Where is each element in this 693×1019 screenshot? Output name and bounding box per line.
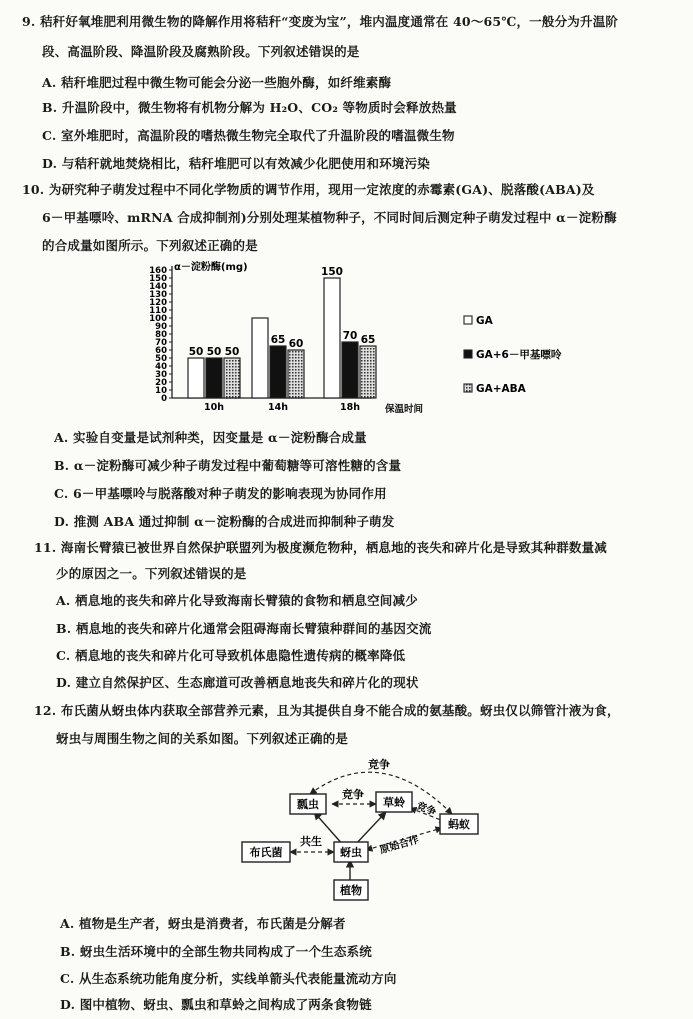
node-plant-label: 植物 bbox=[340, 884, 362, 897]
node-ant bbox=[440, 814, 478, 834]
bar-2-2 bbox=[360, 346, 376, 398]
amylase-bar-chart bbox=[130, 258, 562, 420]
bar-0-1 bbox=[206, 358, 222, 398]
node-ladybug-label: 瓢虫 bbox=[297, 798, 319, 811]
q11-option-c: C. 栖息地的丧失和碎片化可导致机体患隐性遗传病的概率降低 bbox=[56, 648, 406, 663]
node-lacewing-label: 草蛉 bbox=[383, 796, 405, 809]
chart-y-tick-label: 150 bbox=[149, 274, 167, 284]
q9-stem-line2: 段、高温阶段、降温阶段及腐熟阶段。下列叙述错误的是 bbox=[42, 44, 360, 59]
chart-y-tick-label: 20 bbox=[155, 378, 167, 388]
chart-y-tick-label: 10 bbox=[155, 386, 167, 396]
chart-y-tick-label: 30 bbox=[155, 370, 167, 380]
node-bacteria bbox=[242, 842, 290, 862]
bar-value-label: 65 bbox=[270, 334, 286, 346]
q11-option-d: D. 建立自然保护区、生态廊道可改善栖息地丧失和碎片化的现状 bbox=[56, 675, 419, 690]
q12-stem-line1: 12. 布氏菌从蚜虫体内获取全部营养元素，且为其提供自身不能合成的氨基酸。蚜虫仅以筛管汁液为食， bbox=[34, 703, 620, 718]
q10-option-b: B. α－淀粉酶可减少种子萌发过程中葡萄糖等可溶性糖的含量 bbox=[54, 458, 402, 473]
aphid-to-lacewing-arrow bbox=[354, 812, 386, 846]
q9-option-d: D. 与秸秆就地焚烧相比，秸秆堆肥可以有效减少化肥使用和环境污染 bbox=[42, 156, 430, 171]
chart-y-tick-label: 60 bbox=[155, 346, 167, 356]
chart-y-tick-label: 120 bbox=[149, 298, 167, 308]
bar-value-label: 50 bbox=[206, 346, 222, 358]
q9-option-b: B. 升温阶段中，微生物将有机物分解为 H₂O、CO₂ 等物质时会释放热量 bbox=[42, 100, 457, 115]
legend-label-2: GA+ABA bbox=[476, 383, 526, 395]
q12-option-d: D. 图中植物、蚜虫、瓢虫和草蛉之间构成了两条食物链 bbox=[60, 997, 372, 1012]
protocoop-label: 原始合作 bbox=[378, 834, 421, 857]
q10-option-d: D. 推测 ABA 通过抑制 α－淀粉酶的合成进而抑制种子萌发 bbox=[54, 514, 395, 529]
q10-option-a: A. 实验自变量是试剂种类，因变量是 α－淀粉酶合成量 bbox=[54, 430, 367, 445]
q12-option-a: A. 植物是生产者，蚜虫是消费者，布氏菌是分解者 bbox=[60, 916, 346, 931]
chart-y-tick-label: 50 bbox=[155, 354, 167, 364]
legend-swatch-1 bbox=[464, 350, 472, 358]
q11-option-b: B. 栖息地的丧失和碎片化通常会阻碍海南长臂猿种群间的基因交流 bbox=[56, 621, 432, 636]
compete-top-label: 竞争 bbox=[368, 758, 390, 771]
bar-value-label: 60 bbox=[288, 338, 304, 350]
bar-1-2 bbox=[288, 350, 304, 398]
q10-option-c: C. 6－甲基嘌呤与脱落酸对种子萌发的影响表现为协同作用 bbox=[54, 486, 387, 501]
chart-y-tick-label: 130 bbox=[149, 290, 167, 300]
q9-option-a: A. 秸秆堆肥过程中微生物可能会分泌一些胞外酶，如纤维素酶 bbox=[42, 75, 392, 90]
node-lacewing bbox=[376, 792, 412, 812]
chart-category-label: 18h bbox=[340, 402, 360, 413]
chart-y-tick-label: 160 bbox=[149, 266, 167, 276]
chart-y-tick-label: 110 bbox=[149, 306, 167, 316]
q9-option-c: C. 室外堆肥时，高温阶段的嗜热微生物完全取代了升温阶段的嗜温微生物 bbox=[42, 128, 455, 143]
chart-category-label: 14h bbox=[268, 402, 288, 413]
bar-value-label: 70 bbox=[342, 330, 358, 342]
bar-0-0 bbox=[188, 358, 204, 398]
bar-value-label: 50 bbox=[188, 346, 204, 358]
node-bacteria-label: 布氏菌 bbox=[249, 846, 283, 859]
node-aphid bbox=[334, 842, 368, 862]
bar-value-label: 150 bbox=[321, 266, 343, 278]
node-plant bbox=[334, 880, 368, 900]
legend-label-0: GA bbox=[476, 315, 493, 327]
q10-stem-line1: 10. 为研究种子萌发过程中不同化学物质的调节作用，现用一定浓度的赤霉素(GA)、脱落酸(ABA)及 bbox=[22, 182, 595, 197]
chart-category-label: 10h bbox=[204, 402, 224, 413]
node-aphid-label: 蚜虫 bbox=[340, 846, 362, 859]
chart-y-tick-label: 0 bbox=[161, 394, 167, 404]
chart-y-tick-label: 100 bbox=[149, 314, 167, 324]
symbiosis-label: 共生 bbox=[300, 835, 322, 848]
q12-option-c: C. 从生态系统功能角度分析，实线单箭头代表能量流动方向 bbox=[60, 971, 397, 986]
q11-option-a: A. 栖息地的丧失和碎片化导致海南长臂猿的食物和栖息空间减少 bbox=[56, 593, 418, 608]
bar-value-label: 65 bbox=[360, 334, 376, 346]
bar-2-1 bbox=[342, 342, 358, 398]
q12-option-b: B. 蚜虫生活环境中的全部生物共同构成了一个生态系统 bbox=[60, 944, 372, 959]
node-ladybug bbox=[290, 794, 326, 814]
chart-y-tick-label: 80 bbox=[155, 330, 167, 340]
bar-1-1 bbox=[270, 346, 286, 398]
q11-stem-line1: 11. 海南长臂猿已被世界自然保护联盟列为极度濒危物种，栖息地的丧失和碎片化是导致其种群数量减 bbox=[34, 540, 608, 555]
q10-stem-line3: 的合成量如图所示。下列叙述正确的是 bbox=[42, 238, 258, 253]
aphid-relationship-diagram bbox=[230, 752, 490, 908]
bar-0-2 bbox=[224, 358, 240, 398]
bar-1-0 bbox=[252, 318, 268, 398]
bar-value-label: 50 bbox=[224, 346, 240, 358]
legend-swatch-2 bbox=[464, 384, 472, 392]
chart-ylabel: α－淀粉酶(mg) bbox=[174, 262, 248, 273]
chart-xlabel: 保温时间 bbox=[385, 404, 424, 415]
legend-label-1: GA+6－甲基嘌呤 bbox=[476, 349, 562, 361]
bar-2-0 bbox=[324, 278, 340, 398]
q11-stem-line2: 少的原因之一。下列叙述错误的是 bbox=[56, 566, 247, 581]
compete-right-label: 竞争 bbox=[414, 800, 438, 819]
chart-y-tick-label: 70 bbox=[155, 338, 167, 348]
q9-stem-line1: 9. 秸秆好氧堆肥利用微生物的降解作用将秸秆“变废为宝”，堆内温度通常在 40～65℃，一般分为升温阶 bbox=[22, 14, 619, 29]
chart-y-tick-label: 90 bbox=[155, 322, 167, 332]
q12-stem-line2: 蚜虫与周围生物之间的关系如图。下列叙述正确的是 bbox=[56, 731, 349, 746]
legend-swatch-0 bbox=[464, 316, 472, 324]
chart-y-tick-label: 40 bbox=[155, 362, 167, 372]
compete-mid-label: 竞争 bbox=[342, 788, 364, 801]
q10-stem-line2: 6－甲基嘌呤、mRNA 合成抑制剂)分别处理某植物种子，不同时间后测定种子萌发过程中 α－淀粉酶 bbox=[42, 210, 617, 225]
node-ant-label: 蚂蚁 bbox=[448, 818, 470, 831]
chart-y-tick-label: 140 bbox=[149, 282, 167, 292]
